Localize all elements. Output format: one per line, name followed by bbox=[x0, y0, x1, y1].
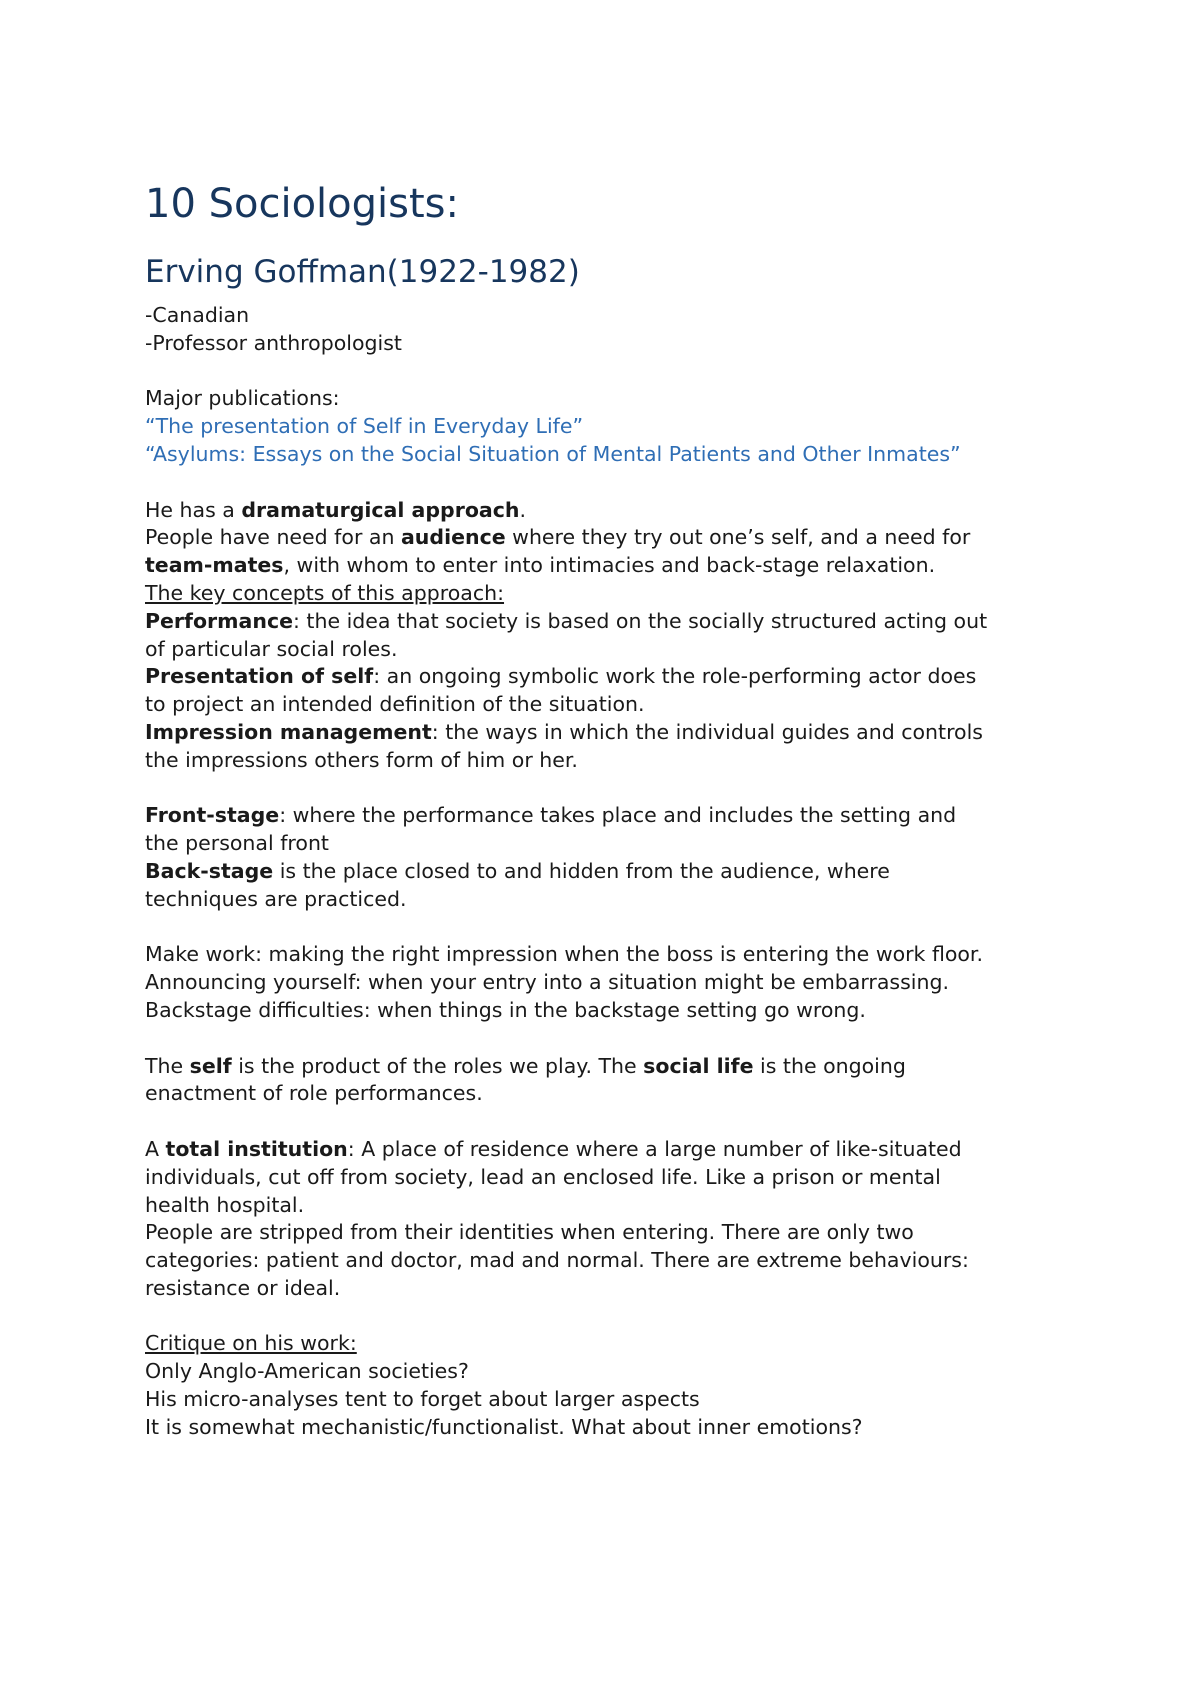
back-stage-line: techniques are practiced. bbox=[145, 886, 407, 911]
total-institution-term: total institution bbox=[165, 1136, 348, 1161]
self-line: The self is the product of the roles we play. The social life is the ongoing bbox=[145, 1053, 906, 1078]
team-mates-term: team-mates bbox=[145, 553, 284, 578]
back-stage-term: Back-stage bbox=[145, 858, 274, 883]
example-line: Make work: making the right impression when the boss is entering the work floor. bbox=[145, 942, 983, 967]
concept-line: to project an intended definition of the situation. bbox=[145, 692, 645, 717]
institution-line: health hospital. bbox=[145, 1192, 305, 1217]
audience-term: audience bbox=[400, 525, 506, 550]
concept-line: Presentation of self: an ongoing symbolic work the role-performing actor does bbox=[145, 664, 977, 689]
concept-term: Performance bbox=[145, 608, 293, 633]
critique-item: His micro-analyses tent to forget about larger aspects bbox=[145, 1387, 700, 1412]
approach-line: team-mates, with whom to enter into intimacies and back-stage relaxation. bbox=[145, 553, 936, 578]
example-line: Announcing yourself: when your entry into a situation might be embarrassing. bbox=[145, 970, 950, 995]
self-line: enactment of role performances. bbox=[145, 1081, 483, 1106]
approach-line: He has a dramaturgical approach. bbox=[145, 497, 527, 522]
publication-item: “The presentation of Self in Everyday Life” bbox=[145, 414, 584, 439]
critique-item: Only Anglo-American societies? bbox=[145, 1359, 469, 1384]
document-content bbox=[145, 178, 1075, 1442]
bio-nationality: -Canadian bbox=[145, 303, 250, 327]
concept-term: Presentation of self bbox=[145, 664, 374, 689]
bio-profession: -Professor anthropologist bbox=[145, 330, 402, 355]
institution-line: individuals, cut off from society, lead an enclosed life. Like a prison or mental bbox=[145, 1164, 941, 1189]
document-title: 10 Sociologists: bbox=[145, 181, 459, 227]
publications-heading: Major publications: bbox=[145, 386, 340, 411]
institution-line: A total institution: A place of residence where a large number of like-situated bbox=[145, 1136, 962, 1161]
self-term: self bbox=[189, 1053, 232, 1078]
approach-line: People have need for an audience where they try out one’s self, and a need for bbox=[145, 525, 971, 550]
front-stage-line: Front-stage: where the performance takes place and includes the setting and bbox=[145, 803, 957, 828]
back-stage-line: Back-stage is the place closed to and hidden from the audience, where bbox=[145, 858, 890, 883]
key-concepts-heading: The key concepts of this approach: bbox=[145, 580, 505, 605]
institution-line: People are stripped from their identities when entering. There are only two bbox=[145, 1220, 914, 1245]
example-line: Backstage difficulties: when things in the backstage setting go wrong. bbox=[145, 997, 866, 1022]
social-life-term: social life bbox=[643, 1053, 754, 1078]
front-stage-line: the personal front bbox=[145, 831, 329, 856]
institution-line: resistance or ideal. bbox=[145, 1275, 341, 1300]
institution-line: categories: patient and doctor, mad and normal. There are extreme behaviours: bbox=[145, 1248, 969, 1273]
concept-line: of particular social roles. bbox=[145, 636, 398, 661]
critique-item: It is somewhat mechanistic/functionalist. What about inner emotions? bbox=[145, 1414, 863, 1439]
critique-heading: Critique on his work: bbox=[145, 1331, 357, 1356]
concept-line: Performance: the idea that society is based on the socially structured acting out bbox=[145, 608, 988, 633]
concept-line: the impressions others form of him or her. bbox=[145, 747, 578, 772]
concept-line: Impression management: the ways in which the individual guides and controls bbox=[145, 719, 983, 744]
concept-term: Impression management bbox=[145, 719, 432, 744]
person-heading: Erving Goffman(1922-1982) bbox=[145, 254, 580, 290]
publication-item: “Asylums: Essays on the Social Situation of Mental Patients and Other Inmates” bbox=[145, 441, 961, 466]
approach-term: dramaturgical approach bbox=[241, 497, 520, 522]
front-stage-term: Front-stage bbox=[145, 803, 280, 828]
